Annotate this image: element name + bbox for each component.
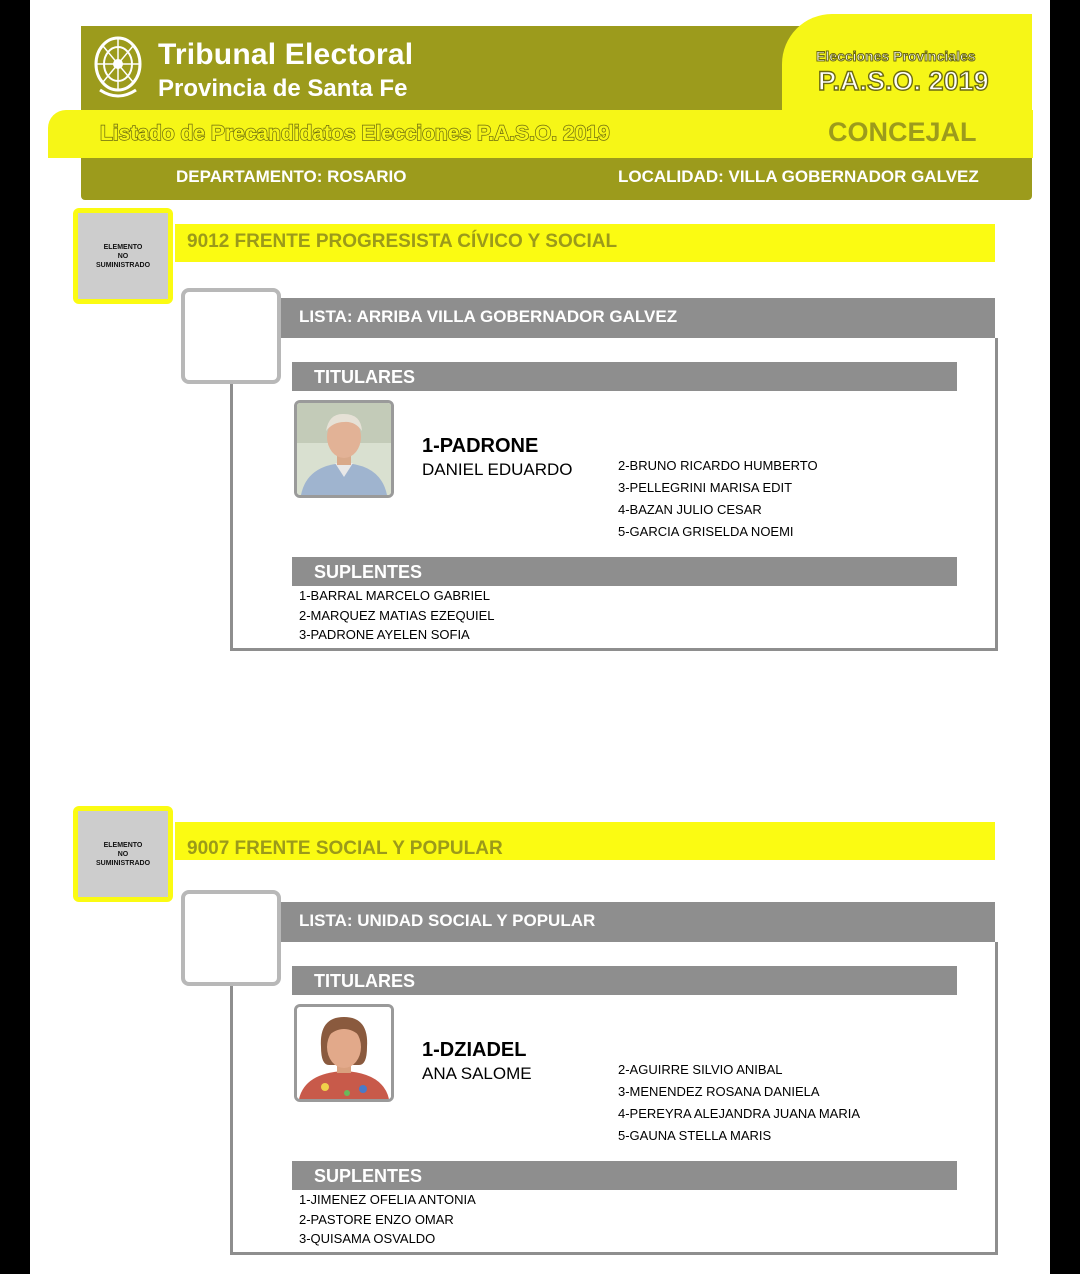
logo-text: SUMINISTRADO <box>95 261 151 269</box>
election-label: Elecciones Provinciales <box>816 48 976 64</box>
titular-item: 4-PEREYRA ALEJANDRA JUANA MARIA <box>618 1106 861 1121</box>
suplente-item: 2-PASTORE ENZO OMAR <box>299 1212 454 1227</box>
department-label: DEPARTAMENTO: ROSARIO <box>176 167 407 186</box>
locality-label: LOCALIDAD: VILLA GOBERNADOR GALVEZ <box>618 167 979 186</box>
suplentes-label: SUPLENTES <box>314 562 423 582</box>
listing-title: Listado de Precandidatos Elecciones P.A.S.O. 2019 <box>100 122 610 145</box>
party-name: 9007 FRENTE SOCIAL Y POPULAR <box>187 838 503 859</box>
head-candidate-number: 1-DZIADEL <box>422 1039 527 1061</box>
titular-item: 2-BRUNO RICARDO HUMBERTO <box>618 458 818 473</box>
logo-text: ELEMENTO <box>103 243 143 251</box>
suplente-item: 3-PADRONE AYELEN SOFIA <box>299 627 470 642</box>
head-candidate-name: ANA SALOME <box>422 1064 532 1083</box>
suplente-item: 3-QUISAMA OSVALDO <box>299 1231 436 1246</box>
candidate-photo <box>294 400 394 498</box>
head-candidate-name: DANIEL EDUARDO <box>422 460 573 479</box>
party-logo-placeholder <box>73 208 173 304</box>
list-logo-placeholder <box>181 890 281 986</box>
list-name: LISTA: ARRIBA VILLA GOBERNADOR GALVEZ <box>299 307 678 326</box>
titular-item: 5-GAUNA STELLA MARIS <box>618 1128 772 1143</box>
suplentes-label: SUPLENTES <box>314 1166 423 1186</box>
provincial-seal-icon <box>90 32 146 102</box>
office-title: CONCEJAL <box>828 117 977 147</box>
list-name: LISTA: UNIDAD SOCIAL Y POPULAR <box>299 911 596 930</box>
election-name: P.A.S.O. 2019 <box>818 66 989 96</box>
party-name: 9012 FRENTE PROGRESISTA CÍVICO Y SOCIAL <box>187 231 618 252</box>
party-logo-placeholder <box>73 806 173 902</box>
titulares-label: TITULARES <box>314 367 415 387</box>
titular-item: 4-BAZAN JULIO CESAR <box>618 502 762 517</box>
header-subtitle: Provincia de Santa Fe <box>158 75 408 102</box>
logo-text: SUMINISTRADO <box>95 859 151 867</box>
suplente-item: 1-BARRAL MARCELO GABRIEL <box>299 588 490 603</box>
header-title: Tribunal Electoral <box>158 38 414 71</box>
titulares-label: TITULARES <box>314 971 415 991</box>
document-page <box>30 0 1050 1274</box>
titular-item: 5-GARCIA GRISELDA NOEMI <box>618 524 794 539</box>
logo-text: NO <box>117 850 129 858</box>
logo-text: NO <box>117 252 129 260</box>
head-candidate-number: 1-PADRONE <box>422 435 539 457</box>
titular-item: 2-AGUIRRE SILVIO ANIBAL <box>618 1062 783 1077</box>
list-logo-placeholder <box>181 288 281 384</box>
suplente-item: 2-MARQUEZ MATIAS EZEQUIEL <box>299 608 495 623</box>
suplente-item: 1-JIMENEZ OFELIA ANTONIA <box>299 1192 476 1207</box>
candidate-photo <box>294 1004 394 1102</box>
titular-item: 3-MENENDEZ ROSANA DANIELA <box>618 1084 820 1099</box>
titular-item: 3-PELLEGRINI MARISA EDIT <box>618 480 793 495</box>
logo-text: ELEMENTO <box>103 841 143 849</box>
